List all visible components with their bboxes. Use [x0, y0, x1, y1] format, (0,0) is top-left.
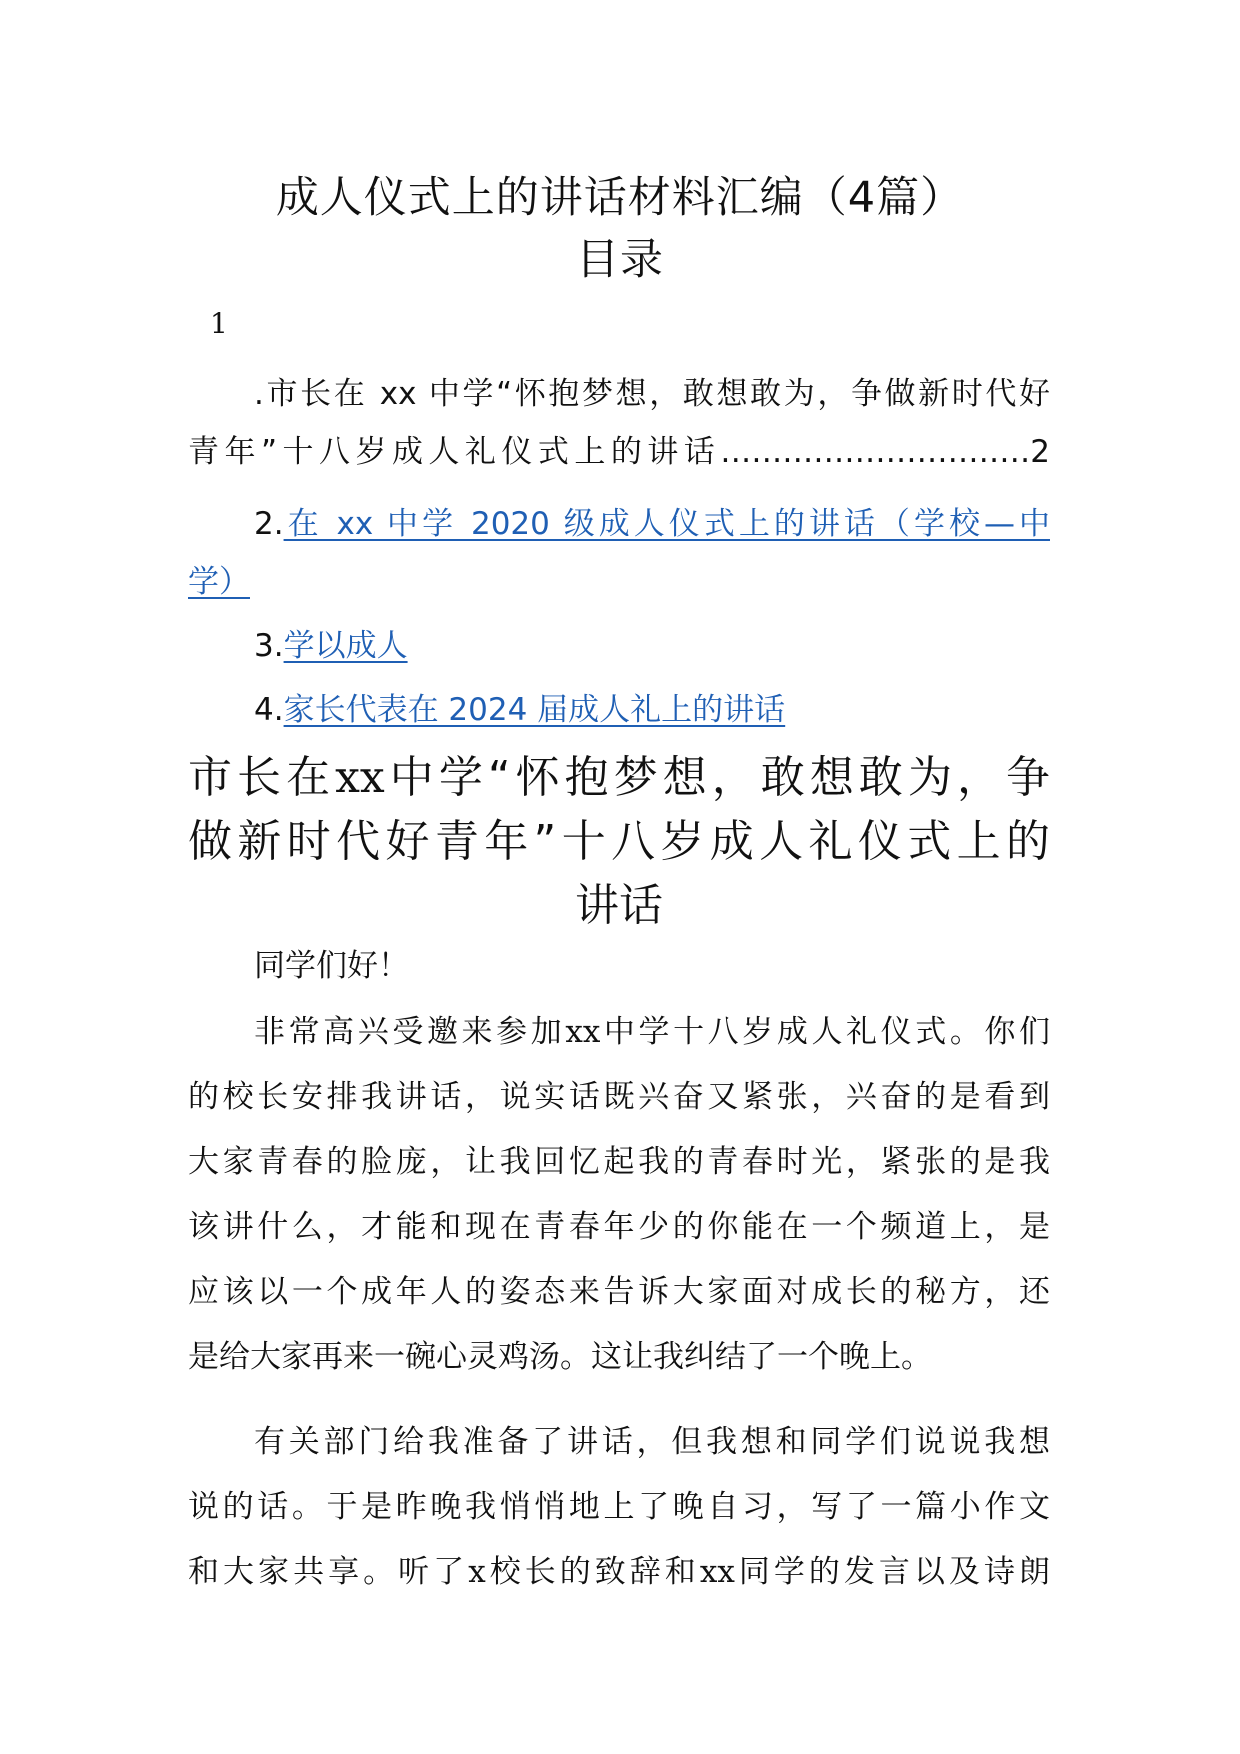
toc-item-1-line-2[interactable]: 青年”十八岁成人礼仪式上的讲话…………………………2 [188, 434, 1050, 470]
speech-title-line-2: 做新时代好青年”十八岁成人礼仪式上的 [188, 816, 1050, 867]
speech-title-latin: xx [335, 752, 385, 803]
toc-item-1-line-1[interactable]: .市长在 xx 中学“怀抱梦想，敢想敢为，争做新时代好 [254, 376, 1050, 412]
paragraph-1-line-4: 该讲什么，才能和现在青春年少的你能在一个频道上，是 [188, 1209, 1050, 1245]
toc-item-2 [254, 502, 1050, 546]
toc-number-1: 1 [210, 307, 228, 340]
toc-heading: 目录 [576, 235, 664, 285]
speech-title-text: 市长在 [188, 752, 336, 803]
latin-run: xx [699, 1554, 735, 1590]
text-run: 中学十八岁成人礼仪式。你们 [600, 1014, 1051, 1050]
paragraph-1-line-5: 应该以一个成年人的姿态来告诉大家面对成长的秘方，还 [188, 1274, 1050, 1310]
speech-title-line-1 [188, 746, 1050, 810]
toc-link-2-line-2[interactable]: 学） [188, 564, 250, 600]
paragraph-2-line-2: 说的话。于是昨晚我悄悄地上了晚自习，写了一篇小作文 [188, 1489, 1050, 1525]
toc-link-3[interactable]: 学以成人 [283, 628, 408, 664]
toc-link-2-line-1[interactable]: 在 xx 中学 2020 级成人仪式上的讲话（学校—中 [283, 506, 1050, 542]
text-run: 同学的发言以及诗朗 [734, 1554, 1051, 1590]
toc-item-4-number: 4. [254, 692, 284, 728]
text-run: 和大家共享。听了 [188, 1554, 469, 1590]
latin-run: xx [565, 1014, 601, 1050]
speech-title-text: 中学“怀抱梦想，敢想敢为，争 [384, 752, 1051, 803]
toc-item-2-line-2 [188, 560, 1050, 604]
greeting: 同学们好！ [254, 948, 409, 984]
paragraph-2-line-1: 有关部门给我准备了讲话，但我想和同学们说说我想 [254, 1424, 1050, 1460]
document-title: 成人仪式上的讲话材料汇编（4篇） [275, 173, 965, 223]
paragraph-1-line-3: 大家青春的脸庞，让我回忆起我的青春时光，紧张的是我 [188, 1144, 1050, 1180]
paragraph-2-line-3 [188, 1550, 1050, 1594]
text-run: 校长的致辞和 [485, 1554, 700, 1590]
toc-item-3-number: 3. [254, 628, 284, 664]
text-run: 非常高兴受邀来参加 [254, 1014, 566, 1050]
toc-link-4[interactable]: 家长代表在 2024 届成人礼上的讲话 [283, 692, 786, 728]
latin-run: x [468, 1554, 486, 1590]
toc-item-2-number: 2. [254, 506, 284, 542]
paragraph-1-line-6: 是给大家再来一碗心灵鸡汤。这让我纠结了一个晚上。 [188, 1339, 932, 1375]
toc-item-3 [254, 624, 1050, 668]
paragraph-1-line-2: 的校长安排我讲话，说实话既兴奋又紧张，兴奋的是看到 [188, 1079, 1050, 1115]
toc-item-4 [254, 688, 1050, 732]
paragraph-1-line-1 [254, 1010, 1050, 1054]
speech-title-line-3: 讲话 [575, 880, 663, 931]
